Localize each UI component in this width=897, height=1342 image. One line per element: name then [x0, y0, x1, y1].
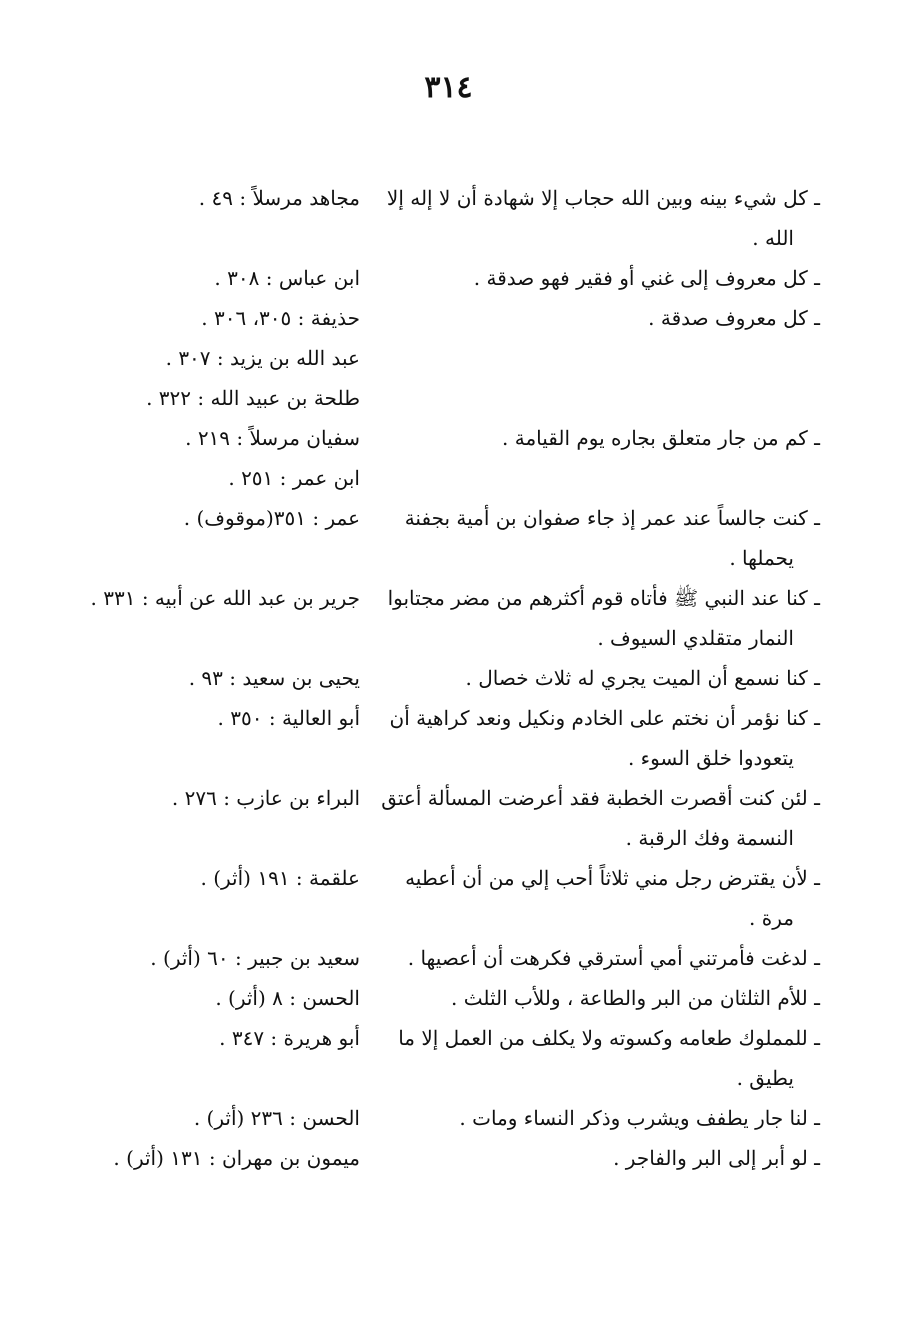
narrator-refs	[40, 178, 360, 258]
index-entry	[40, 298, 820, 418]
narrator-ref: الحسن : ٢٣٦ (أثر) .	[193, 1106, 360, 1130]
hadith-index	[40, 178, 820, 1178]
index-entry	[40, 1098, 820, 1138]
hadith-text: ـ لأن يقترض رجل مني ثلاثاً أحب إلي من أن أعطيه مرة .	[405, 866, 820, 930]
index-entry	[40, 178, 820, 258]
hadith-text: ـ كنا عند النبي ﷺ فأتاه قوم أكثرهم من مضر مجتابوا النمار متقلدي السيوف .	[387, 586, 820, 650]
narrator-ref: سعيد بن جبير : ٦٠ (أثر) .	[150, 946, 360, 970]
index-entry	[40, 258, 820, 298]
narrator-ref: أبو هريرة : ٣٤٧ .	[219, 1026, 360, 1050]
narrator-refs	[40, 938, 360, 978]
index-entry	[40, 1138, 820, 1178]
index-entry	[40, 778, 820, 858]
hadith-text: ـ لنا جار يطفف ويشرب وذكر النساء ومات .	[459, 1106, 820, 1130]
hadith-text: ـ للمملوك طعامه وكسوته ولا يكلف من العمل إلا ما يطيق .	[398, 1026, 820, 1090]
narrator-refs	[40, 658, 360, 698]
page-number: ٣١٤	[424, 70, 473, 105]
narrator-ref: علقمة : ١٩١ (أثر) .	[200, 866, 360, 890]
narrator-ref: ابن عمر : ٢٥١ .	[228, 466, 360, 490]
hadith-text: ـ لو أبر إلى البر والفاجر .	[613, 1146, 820, 1170]
narrator-ref: عبد الله بن يزيد : ٣٠٧ .	[165, 346, 360, 370]
hadith-text: ـ لئن كنت أقصرت الخطبة فقد أعرضت المسألة أعتق النسمة وفك الرقبة .	[381, 786, 820, 850]
narrator-refs	[40, 1098, 360, 1138]
hadith-text: ـ كل شيء بينه وبين الله حجاب إلا شهادة أن لا إله إلا الله .	[386, 186, 820, 250]
hadith-text: ـ للأم الثلثان من البر والطاعة ، وللأب الثلث .	[450, 986, 820, 1010]
index-entry	[40, 658, 820, 698]
narrator-refs	[40, 1138, 360, 1178]
narrator-ref: حذيفة : ٣٠٥، ٣٠٦ .	[201, 306, 360, 330]
hadith-text: ـ كنت جالساً عند عمر إذ جاء صفوان بن أمية بجفنة يحملها .	[404, 506, 820, 570]
narrator-ref: يحيى بن سعيد : ٩٣ .	[188, 666, 360, 690]
narrator-ref: طلحة بن عبيد الله : ٣٢٢ .	[146, 386, 360, 410]
index-entry	[40, 578, 820, 658]
narrator-refs	[40, 258, 360, 298]
hadith-text: ـ كنا نؤمر أن نختم على الخادم ونكيل ونعد كراهية أن يتعودوا خلق السوء .	[389, 706, 820, 770]
narrator-refs	[40, 778, 360, 858]
index-entry	[40, 938, 820, 978]
hadith-text: ـ كنا نسمع أن الميت يجري له ثلاث خصال .	[465, 666, 820, 690]
narrator-ref: جرير بن عبد الله عن أبيه : ٣٣١ .	[90, 586, 360, 610]
index-entry	[40, 1018, 820, 1098]
narrator-ref: سفيان مرسلاً : ٢١٩ .	[185, 426, 360, 450]
narrator-refs	[40, 498, 360, 578]
narrator-ref: مجاهد مرسلاً : ٤٩ .	[198, 186, 360, 210]
narrator-refs	[40, 298, 360, 418]
narrator-ref: الحسن : ٨ (أثر) .	[215, 986, 360, 1010]
index-entry	[40, 858, 820, 938]
index-entry	[40, 978, 820, 1018]
hadith-text: ـ كل معروف صدقة .	[648, 306, 820, 330]
narrator-ref: عمر : ٣٥١(موقوف) .	[183, 506, 360, 530]
narrator-refs	[40, 978, 360, 1018]
hadith-text: ـ لدغت فأمرتني أمي أسترقي فكرهت أن أعصيها .	[407, 946, 820, 970]
hadith-text: ـ كل معروف إلى غني أو فقير فهو صدقة .	[473, 266, 820, 290]
narrator-refs	[40, 418, 360, 498]
narrator-ref: أبو العالية : ٣٥٠ .	[217, 706, 360, 730]
narrator-refs	[40, 858, 360, 938]
narrator-refs	[40, 1018, 360, 1098]
index-entry	[40, 698, 820, 778]
index-entry	[40, 498, 820, 578]
hadith-text: ـ كم من جار متعلق بجاره يوم القيامة .	[502, 426, 820, 450]
narrator-refs	[40, 578, 360, 658]
narrator-ref: ميمون بن مهران : ١٣١ (أثر) .	[113, 1146, 360, 1170]
narrator-ref: ابن عباس : ٣٠٨ .	[214, 266, 360, 290]
narrator-ref: البراء بن عازب : ٢٧٦ .	[171, 786, 360, 810]
index-entry	[40, 418, 820, 498]
narrator-refs	[40, 698, 360, 778]
